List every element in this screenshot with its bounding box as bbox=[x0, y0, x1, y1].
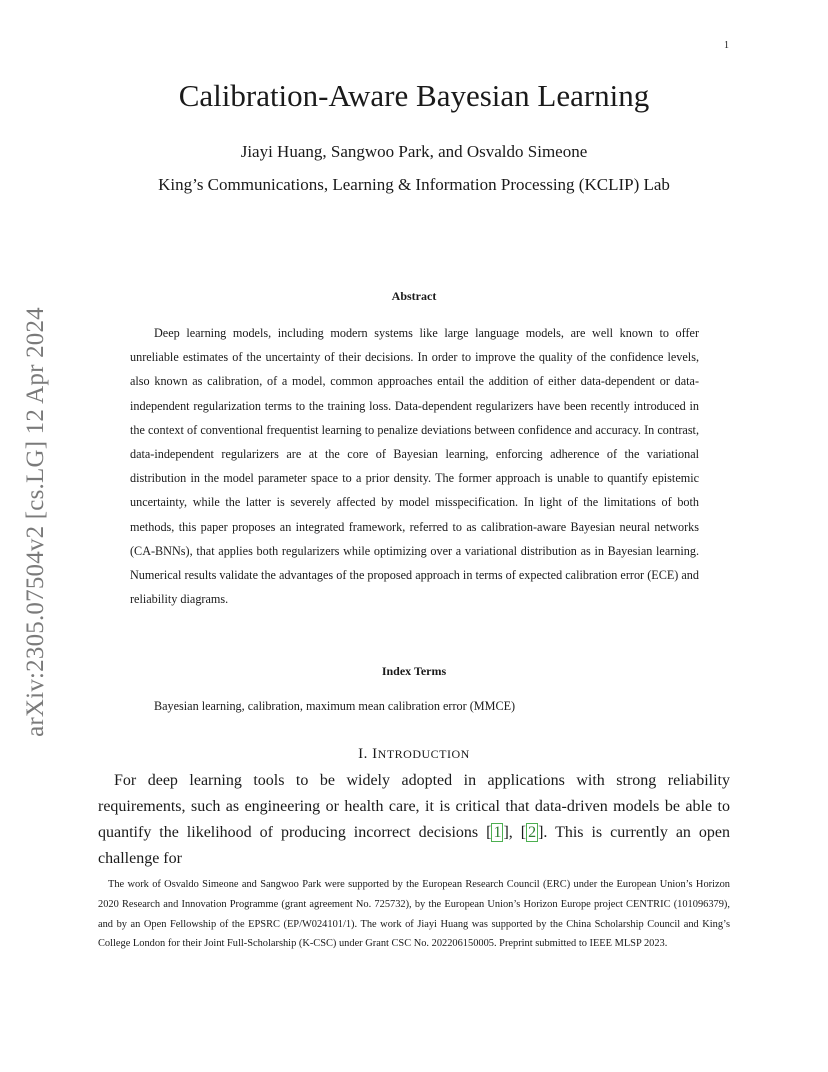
section-heading-smallcaps: NTRODUCTION bbox=[377, 747, 470, 761]
section-heading-prefix: I. I bbox=[358, 746, 378, 762]
abstract-heading: Abstract bbox=[391, 289, 437, 303]
intro-text-end: ]. This is currently an open challenge for bbox=[98, 824, 730, 867]
introduction-paragraph bbox=[98, 768, 730, 872]
paper-title: Calibration-Aware Bayesian Learning bbox=[178, 78, 650, 113]
intro-text-start: For deep learning tools to be widely adopted in applications with strong reliability requirements, such as engineering or health care, it is critical that data-driven models be able to quantify the likelihood of producing incorrect decisions [ bbox=[98, 772, 730, 841]
intro-text-between: ], [ bbox=[503, 824, 527, 841]
paper-affiliation: King’s Communications, Learning & Information Processing (KCLIP) Lab bbox=[158, 175, 670, 194]
page-number: 1 bbox=[724, 40, 729, 51]
section-heading bbox=[0, 746, 828, 763]
abstract-text: Deep learning models, including modern systems like large language models, are well known to offer unreliable estimates of the uncertainty of their decisions. In order to improve the quality of the confidence levels, also known as calibration, of a model, common approaches entail the addition of either data-dependent or data-independent regularization terms to the training loss. Data-dependent regularizers have been recently introduced in the context of conventional frequentist learning to penalize deviations between confidence and accuracy. In contrast, data-independent regularizers are at the core of Bayesian learning, enforcing adherence of the variational distribution in the model parameter space to a prior density. The former approach is unable to quantify epistemic uncertainty, while the latter is severely affected by model misspecification. In light of the limitations of both methods, this paper proposes an integrated framework, referred to as calibration-aware Bayesian neural networks (CA-BNNs), that applies both regularizers while optimizing over a variational distribution as in Bayesian learning. Numerical results validate the advantages of the proposed approach in terms of expected calibration error (ECE) and reliability diagrams. bbox=[130, 326, 699, 607]
index-terms-text: Bayesian learning, calibration, maximum mean calibration error (MMCE) bbox=[154, 699, 516, 713]
arxiv-identifier: arXiv:2305.07504v2 [cs.LG] 12 Apr 2024 bbox=[22, 307, 49, 737]
paper-authors: Jiayi Huang, Sangwoo Park, and Osvaldo Simeone bbox=[240, 142, 588, 161]
index-terms-heading: Index Terms bbox=[381, 664, 447, 678]
citation-link-2[interactable]: 2 bbox=[528, 824, 537, 841]
citation-link-1[interactable]: 1 bbox=[493, 824, 502, 841]
footnote: The work of Osvaldo Simeone and Sangwoo Park were supported by the European Research Council (ERC) under the European Union’s Horizon 2020 Research and Innovation Programme (grant agreement No. 725732), by the European Union’s Horizon Europe project CENTRIC (101096379), and by an Open Fellowship of the EPSRC (EP/W024101/1). The work of Jiayi Huang was supported by the China Scholarship Council and King’s College London for their Joint Full-Scholarship (K-CSC) under Grant CSC No. 202206150005. Preprint submitted to IEEE MLSP 2023. bbox=[98, 879, 730, 950]
